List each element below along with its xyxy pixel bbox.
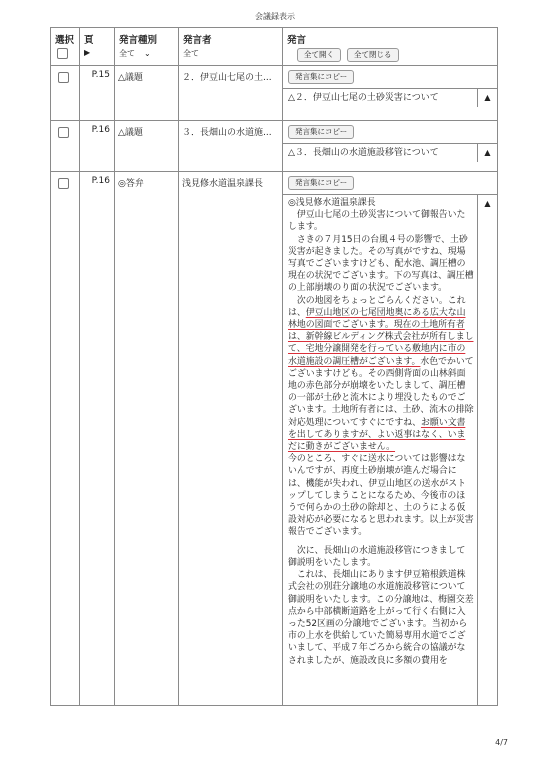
page-label: 頁 — [84, 35, 94, 46]
type-column-header — [115, 28, 179, 66]
copy-to-collection-button[interactable]: 発言集にコピー — [288, 176, 354, 190]
type-filter-value: 全て — [119, 49, 135, 58]
row-page: P.16 — [91, 125, 110, 135]
header-row — [51, 28, 498, 66]
expand-all-button[interactable]: 全て開く — [297, 48, 341, 62]
speech-label: 発言 — [287, 35, 307, 46]
select-label: 選択 — [55, 35, 75, 46]
collapse-toggle-icon[interactable]: ▲ — [484, 93, 491, 102]
type-label: 発言種別 — [119, 35, 158, 46]
speaker-filter-select[interactable] — [183, 48, 282, 59]
collapse-toggle-icon[interactable]: ▲ — [484, 199, 491, 208]
type-filter-select[interactable] — [119, 48, 178, 59]
speech-paragraph: 伊豆山七尾の土砂災害について御報告いたします。 — [288, 210, 466, 233]
speaker-column-header — [179, 28, 283, 66]
row-speaker: ２．伊豆山七尾の土... — [182, 73, 272, 83]
speech-text: △３．長畑山の水道施設移管について — [283, 144, 478, 162]
speech-paragraph: ◎浅見修水道温泉課長 — [288, 198, 376, 208]
speech-paragraph — [288, 295, 474, 454]
window-title: 会議録表示 — [255, 12, 295, 21]
page-column-header[interactable] — [80, 28, 115, 66]
row-page: P.15 — [91, 70, 110, 80]
row-speaker: ３．長畑山の水道施... — [182, 128, 272, 138]
speech-text: △２．伊豆山七尾の土砂災害について — [283, 89, 478, 107]
speaker-filter-value: 全て — [183, 49, 199, 58]
row-type: ◎答弁 — [118, 179, 144, 189]
copy-to-collection-button[interactable]: 発言集にコピー — [288, 70, 354, 84]
speech-paragraph: 次に、長畑山の水道施設移管につきまして御説明をいたします。 — [288, 545, 466, 568]
row-type: △議題 — [118, 73, 143, 83]
speech-paragraph: さきの７月15日の台風４号の影響で、土砂災害が起きました。その写真がですね、現場写真でございますけども、配水池、調圧槽の現在の状況でございます。下の写真は、調圧槽の上部崩壊のり面の状況でございます。 — [288, 234, 474, 294]
collapse-toggle-icon[interactable]: ▲ — [484, 148, 491, 157]
underlined-text: 伊豆山地区の七尾団地奥にある広大な山林地の図面でございます。現在の土地所有者は、新幹線ビルディング株式会社が所有しまして、宅地分譲開発を行っている敷地内に市の水道施設の調圧槽がございます。 — [288, 307, 474, 367]
speech-paragraph: これは、長畑山にあります伊豆箱根鉄道株式会社の別荘分譲地の水道施設移管について御説明をいたします。この分譲地は、梅園交差点から中部横断道路を上がって行く右側に入った52区画の分譲地でございます。当初から市の上水を供給していた簡易専用水道でございまして、平成７年ごろから統合の協議がなされましたが、施設改良に多額の費用を — [288, 570, 474, 666]
row-page: P.16 — [91, 176, 110, 186]
underlined-text: お願い文書を出してありますが、よい返事はなく、いまだに動きがございません。 — [288, 417, 466, 453]
table-row — [51, 121, 498, 172]
sort-arrow-icon[interactable]: ▶ — [84, 48, 91, 57]
table-row — [51, 172, 498, 706]
table-row — [51, 66, 498, 121]
speaker-label: 発言者 — [183, 35, 212, 46]
chevron-down-icon: ⌄ — [144, 49, 151, 58]
row-type: △議題 — [118, 128, 143, 138]
speech-text — [283, 195, 478, 705]
row-checkbox[interactable] — [58, 178, 69, 189]
speech-text-run: 次の地図をちょっとごらんください。これは、 — [288, 295, 466, 318]
minutes-table — [50, 27, 498, 706]
speech-text-run: 水色でかいてございますけども。その西側背面の山林斜面地の赤色部分が崩壊をいたしまして、調圧槽の一部が土砂と流木により埋没したものでございます。土地所有者には、土砂、流木の排除対応処理についてすぐにですね、 — [288, 356, 474, 428]
collapse-all-button[interactable]: 全て閉じる — [347, 48, 399, 62]
row-speaker: 浅見修水道温泉課長 — [182, 179, 264, 189]
page-number: 4/7 — [495, 738, 508, 747]
row-checkbox[interactable] — [58, 72, 69, 83]
speech-paragraph: 今のところ、すぐに送水については影響はないんですが、再度土砂崩壊が進んだ場合には、機能が失われ、伊豆山地区の送水がストップしてしまうことになるため、今後市のほうで何らかの土砂の除却と、土のうによる仮設対応が必要になると思われます。以上が災害報告でございます。 — [288, 454, 474, 538]
select-column-header — [51, 28, 80, 66]
row-checkbox[interactable] — [58, 127, 69, 138]
select-all-checkbox[interactable] — [57, 48, 68, 59]
copy-to-collection-button[interactable]: 発言集にコピー — [288, 125, 354, 139]
speech-column-header — [283, 28, 498, 66]
